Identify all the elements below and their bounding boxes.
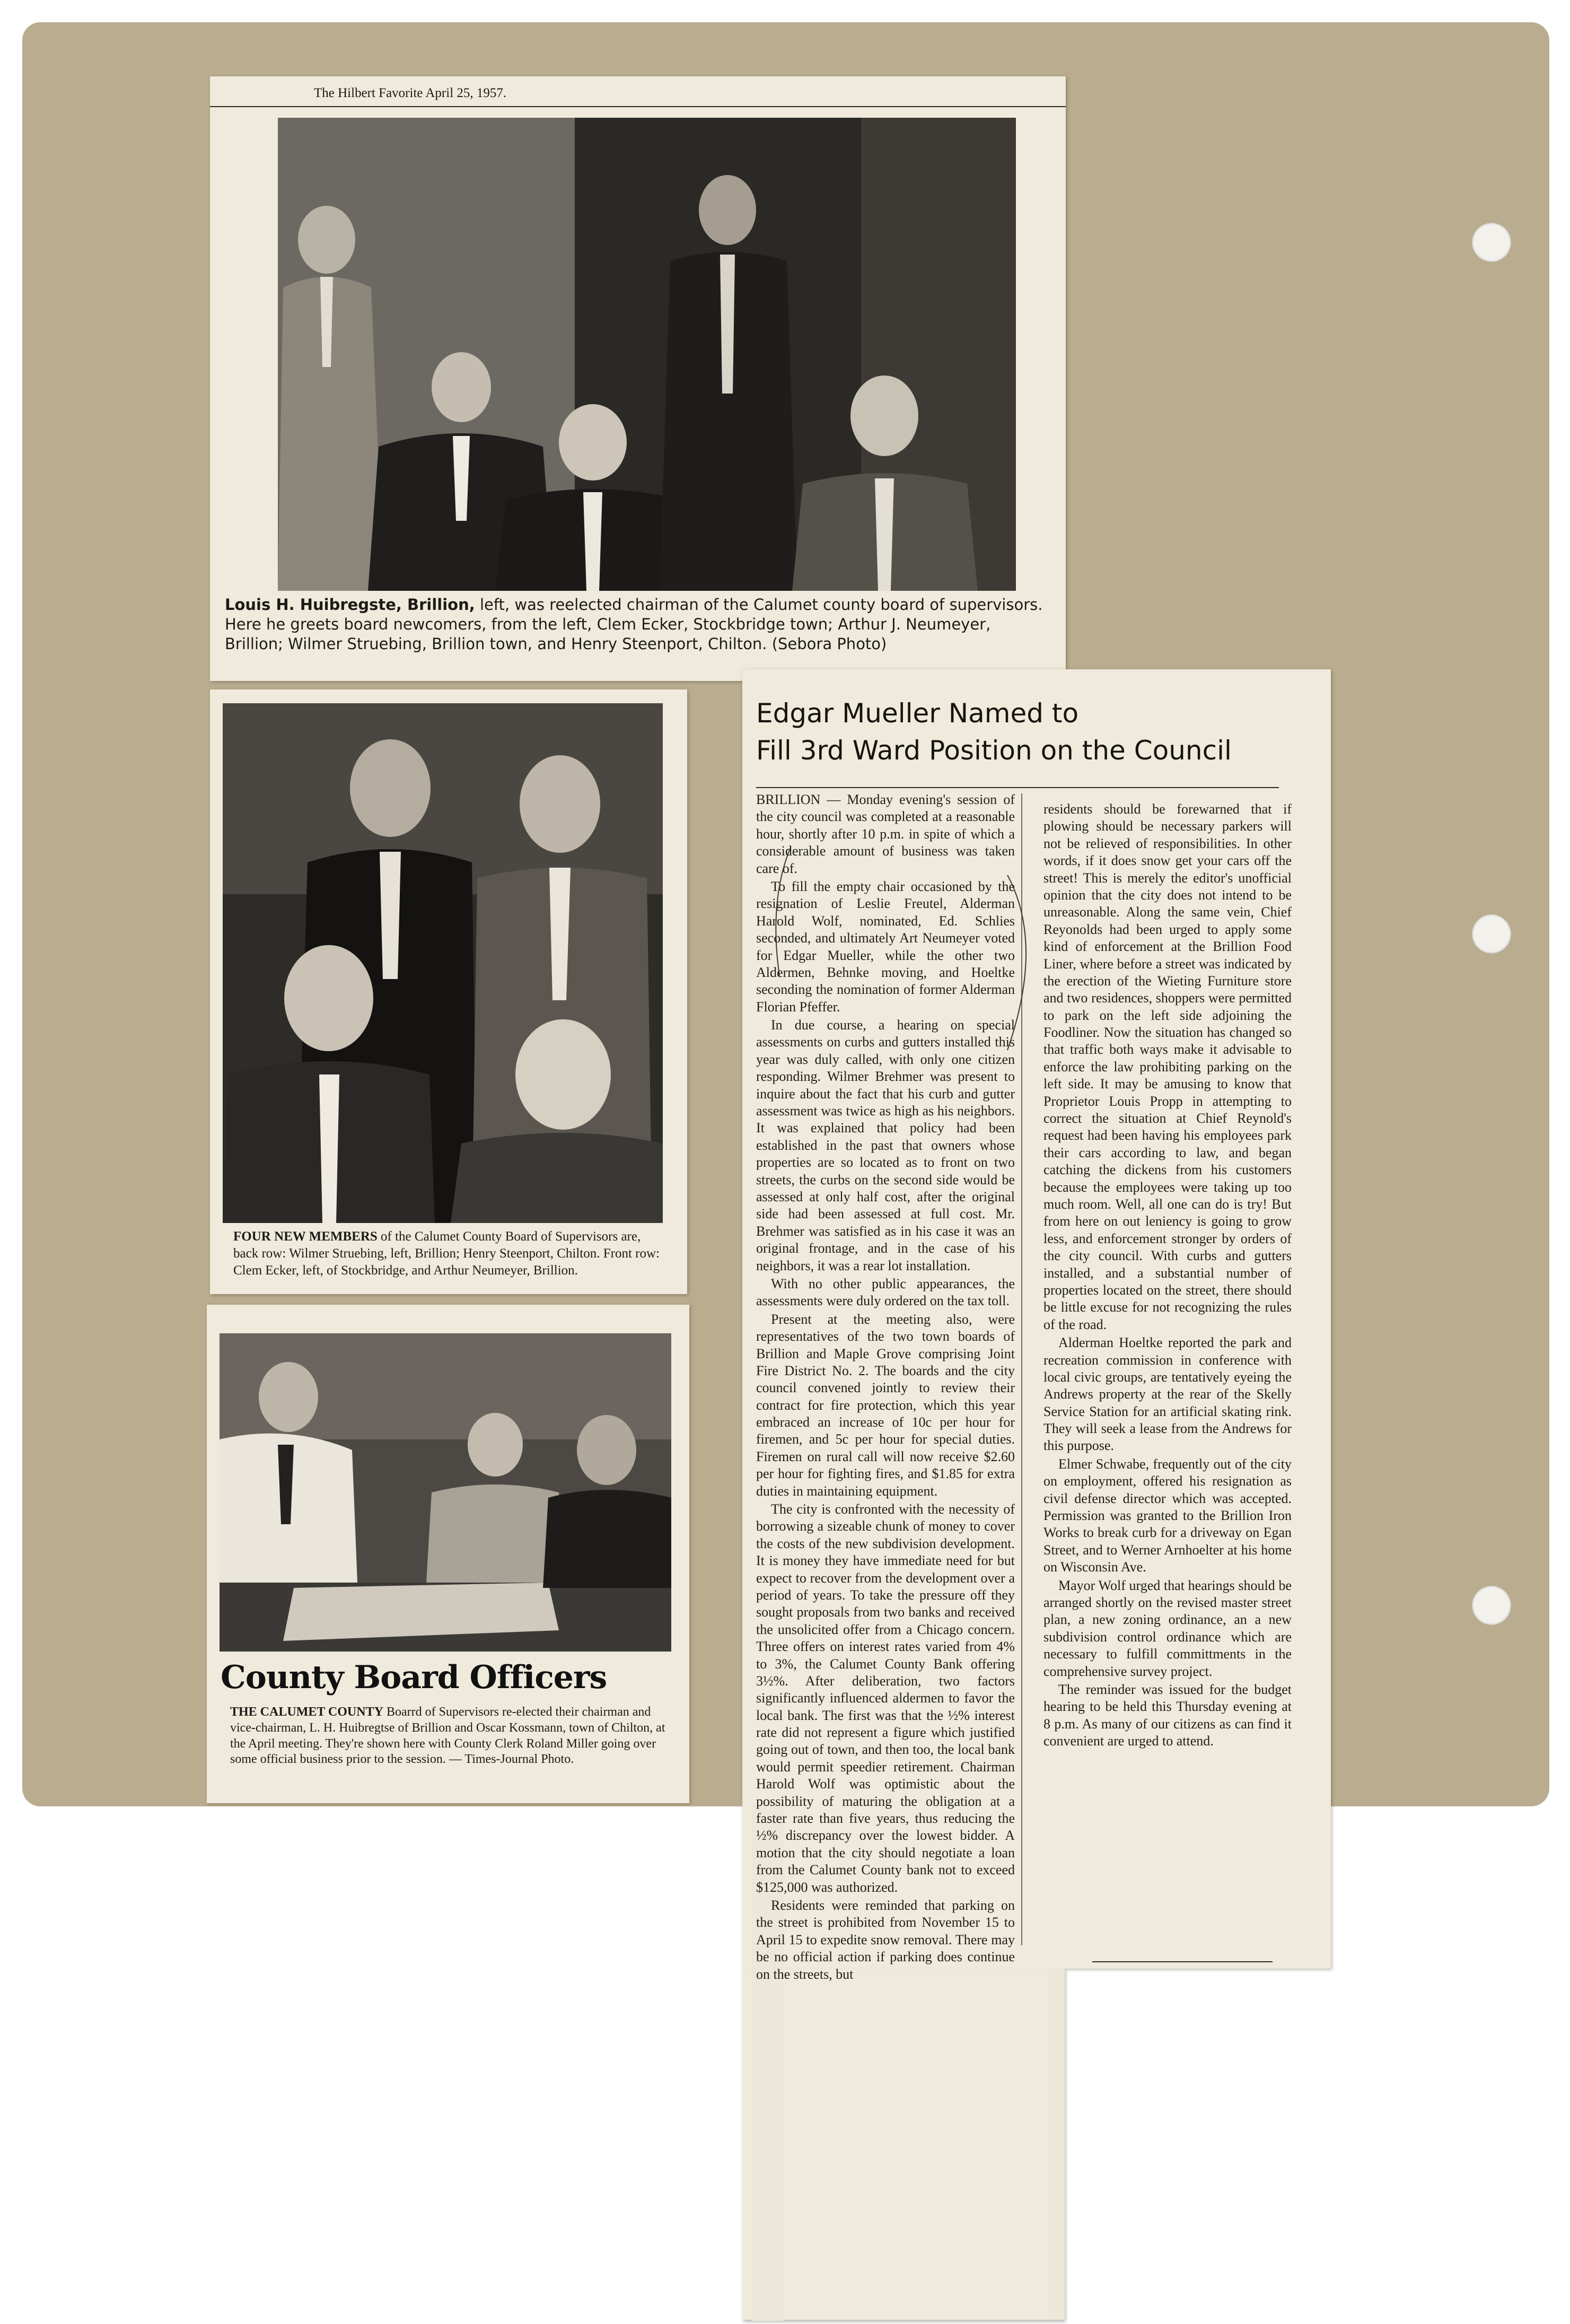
article-paragraph: residents should be forewarned that if plowing should be necessary parkers will not be relieved of responsibilities. In other words, if it does snow get your cars off the street! This is merely the editor's unofficial opinion that the city does not intend to be unreasonable. Along the same vein, Chief Reyonolds had been urged to apply some kind of enforcement at the Brillion Food Liner, where before a street was indicated by the erection of the Wieting Furniture store and two residences, shoppers were permitted to park on the left side adjoining the Foodliner. Now the situation has changed so that traffic both ways make it advisable to enforce the law prohibiting parking on the left side. It may be amusing to know that Proprietor Louis Propp in attempting to correct the situation at Chief Reynold's request had been having his employees park their cars according to law, and began catching the dickens from his customers because the employees were taking up too much room. Well, all one can do is try! But from here on out leniency is going to grow less, and enforcement stronger by orders of the city council. With curbs and gutters installed, and a substantial number of properties located on the street, there should be little excuse for not recognizing the rules of the road. <box>1043 801 1292 1332</box>
caption-text: Boarrd of Supervisors re-elected their chairman and vice-chairman, L. H. Huibregtse of Brillion and Oscar Kossmann, town of Chilton, at the April meeting. They're shown here with County Clerk Roland Miller going over some official business prior to the session. — Times-Journal Photo. <box>230 1705 665 1767</box>
photo-board-newcomers <box>278 118 1016 591</box>
binder-hole-top <box>1472 223 1511 262</box>
clipping-county-board-officers <box>207 1305 689 1803</box>
article-paragraph: BRILLION — Monday evening's session of the city council was completed at a reasonable hour, shortly after 10 p.m. in spite of which a considerable amount of business was taken care of. <box>756 792 1015 876</box>
article-headline-line1: Edgar Mueller Named to <box>756 698 1079 729</box>
photo-four-new-members <box>223 703 663 1223</box>
caption-lead: FOUR NEW MEMBERS <box>233 1229 378 1244</box>
caption-county-board-officers <box>230 1705 673 1768</box>
clipping-four-new-members <box>210 689 687 1294</box>
caption-text: left, was reelected chairman of the Calumet county board of supervisors. Here he greets board newcomers, from the left, Clem Ecker, Stockbridge town; Arthur J. Neumeyer, Brillion; Wilmer Struebing, Brillion town, and Henry Steenport, Chilton. (Sebora Photo) <box>225 596 1043 653</box>
clipping-article-right-tail <box>1048 1969 1065 2319</box>
caption-text: of the Calumet County Board of Supervisors are, back row: Wilmer Struebing, left, Brillion; Henry Steenport, Chilton. Front row: Clem Ecker, left, of Stockbridge, and Arthur Neumeyer, Brillion. <box>233 1229 660 1278</box>
binder-hole-bottom <box>1472 1586 1511 1625</box>
article-paragraph: Present at the meeting also, were representatives of the two town boards of Brillion and Maple Grove comprising Joint Fire District No. 2. The boards and the city council convened jointly to review their contract for fire protection, which this year embraced an increase of 10c per hour for firemen, and 5c per hour for special duties. Firemen on rural call will now receive $2.60 per hour for fighting fires, and $1.85 for extra duties in maintaining equipment. <box>756 1311 1015 1499</box>
article-end-rule <box>1092 1961 1273 1962</box>
pencil-mark <box>758 838 1045 1061</box>
masthead: The Hilbert Favorite April 25, 1957. <box>314 86 507 100</box>
article-paragraph: The reminder was issued for the budget hearing to be held this Thursday evening at 8 p.m. As many of our citizens as can find it convenient are urged to attend. <box>1043 1681 1292 1749</box>
article-paragraph: Mayor Wolf urged that hearings should be arranged shortly on the revised master street plan, a new zoning ordinance, an a new subdivision control ordinance which are necessary to fulfill committments in the comprehensive survey project. <box>1043 1577 1292 1679</box>
article-paragraph: Residents were reminded that parking on the street is prohibited from November 15 to April 15 to expedite snow removal. There may be no official action if parking does continue on the streets, but <box>756 1898 1015 1982</box>
binder-hole-middle <box>1472 914 1511 954</box>
headline-rule <box>756 787 1279 788</box>
clipping-board-chairman <box>210 76 1066 681</box>
caption-board-chairman <box>225 595 1052 653</box>
photo-county-board-officers <box>220 1333 671 1652</box>
headline-county-board-officers: County Board Officers <box>221 1659 607 1696</box>
clipping-article-lower <box>742 1969 1065 2320</box>
article-paragraph: To fill the empty chair occasioned by the resignation of Leslie Freutel, Alderman Harold Wolf, nominated, Ed. Schlies seconded, and ultimately Art Neumeyer voted for Edgar Mueller, while the other two Aldermen, Behnke moving, and Hoeltke seconding the nomination of former Alderman Florian Pfeffer. <box>756 878 1015 1015</box>
masthead-rule <box>210 106 1066 107</box>
caption-four-new-members <box>233 1228 668 1279</box>
article-right-column <box>1043 801 1292 1751</box>
article-paragraph: In due course, a hearing on special assessments on curbs and gutters installed this year was duly called, with only one citizen responding. Wilmer Brehmer was present to inquire about the fact that his curb and gutter assessment was twice as high as his neighbors. It was explained that policy had been established in the past that owners whose properties are so located as to front on two streets, the curbs on the second side would be assessed at only half cost, after the original side had been assessed at full cost. Mr. Brehmer was satisfied as in his case it was an original frontage, and in the case of his neighbors, it was a rear lot installation. <box>756 1017 1015 1273</box>
article-paragraph: With no other public appearances, the assessments were duly ordered on the tax toll. <box>756 1275 1015 1309</box>
article-paragraph: Alderman Hoeltke reported the park and recreation commission in conference with local civic groups, are tentatively eyeing the Andrews property at the rear of the Skelly Service Station for an artificial skating rink. They will seek a lease from the Andrews for this purpose. <box>1043 1335 1292 1454</box>
article-paragraph: Elmer Schwabe, frequently out of the city on employment, offered his resignation as civil defense director which was accepted. Permission was granted to the Brillion Iron Works to break curb for a driveway on Egan Street, and to Werner Arnhoelter at his home on Wisconsin Ave. <box>1043 1456 1292 1575</box>
caption-lead: THE CALUMET COUNTY <box>230 1705 383 1719</box>
article-paragraph: The city is confronted with the necessity of borrowing a sizeable chunk of money to cover the costs of the new subdivision development. It is money they have immediate need for but expect to recover from the development over a period of years. To take the pressure off they sought proposals from two banks and received the unsolicited offer from a Chicago concern. Three offers on interest rates varied from 4% to 3%, the Calumet County Bank offering 3½%. After deliberation, two factors significantly influenced aldermen to favor the local bank. The first was that the ½% interest rate did not represent a figure which justified going out of town, and then too, the local bank would permit speedier retirement. Chairman Harold Wolf was optimistic about the possibility of maturing the obligation at a faster rate than five years, thus reducing the ½% discrepancy over the lowest bidder. A motion that the city should negotiate a loan from the Calumet County bank not to exceed $125,000 was authorized. <box>756 1501 1015 1895</box>
article-headline-line2: Fill 3rd Ward Position on the Council <box>756 735 1232 766</box>
caption-lead: Louis H. Huibregste, Brillion, <box>225 596 475 614</box>
